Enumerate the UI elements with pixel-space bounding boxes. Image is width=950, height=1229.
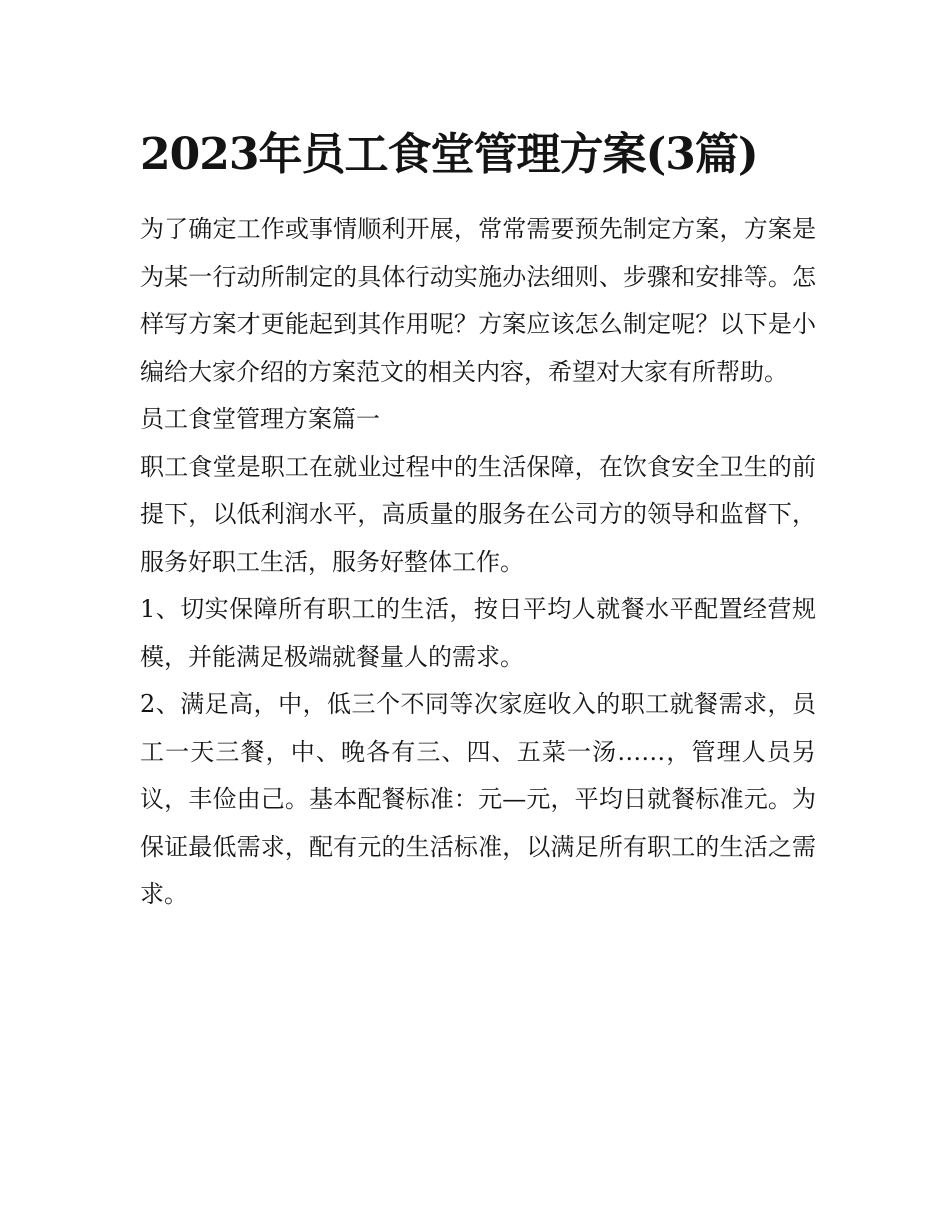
body-paragraph: 2、满足高，中，低三个不同等次家庭收入的职工就餐需求，员工一天三餐，中、晚各有三、四、五菜一汤……，管理人员另议，丰俭由己。基本配餐标准：元—元，平均日就餐标准元。为保证最低需求，配有元的生活标准，以满足所有职工的生活之需求。 bbox=[140, 690, 816, 908]
section-heading: 员工食堂管理方案篇一 bbox=[140, 405, 380, 433]
body-paragraph: 职工食堂是职工在就业过程中的生活保障，在饮食安全卫生的前提下，以低利润水平，高质量的服务在公司方的领导和监督下，服务好职工生活，服务好整体工作。 bbox=[140, 452, 816, 576]
document-title: 2023年员工食堂管理方案(3篇) bbox=[140, 129, 758, 180]
body-paragraph: 1、切实保障所有职工的生活，按日平均人就餐水平配置经营规模，并能满足极端就餐量人的需求。 bbox=[140, 595, 816, 671]
intro-paragraph: 为了确定工作或事情顺利开展，常常需要预先制定方案，方案是为某一行动所制定的具体行动实施办法细则、步骤和安排等。怎样写方案才更能起到其作用呢？方案应该怎么制定呢？以下是小编给大家介绍的方案范文的相关内容，希望对大家有所帮助。 bbox=[140, 215, 816, 386]
document-page bbox=[140, 120, 816, 919]
